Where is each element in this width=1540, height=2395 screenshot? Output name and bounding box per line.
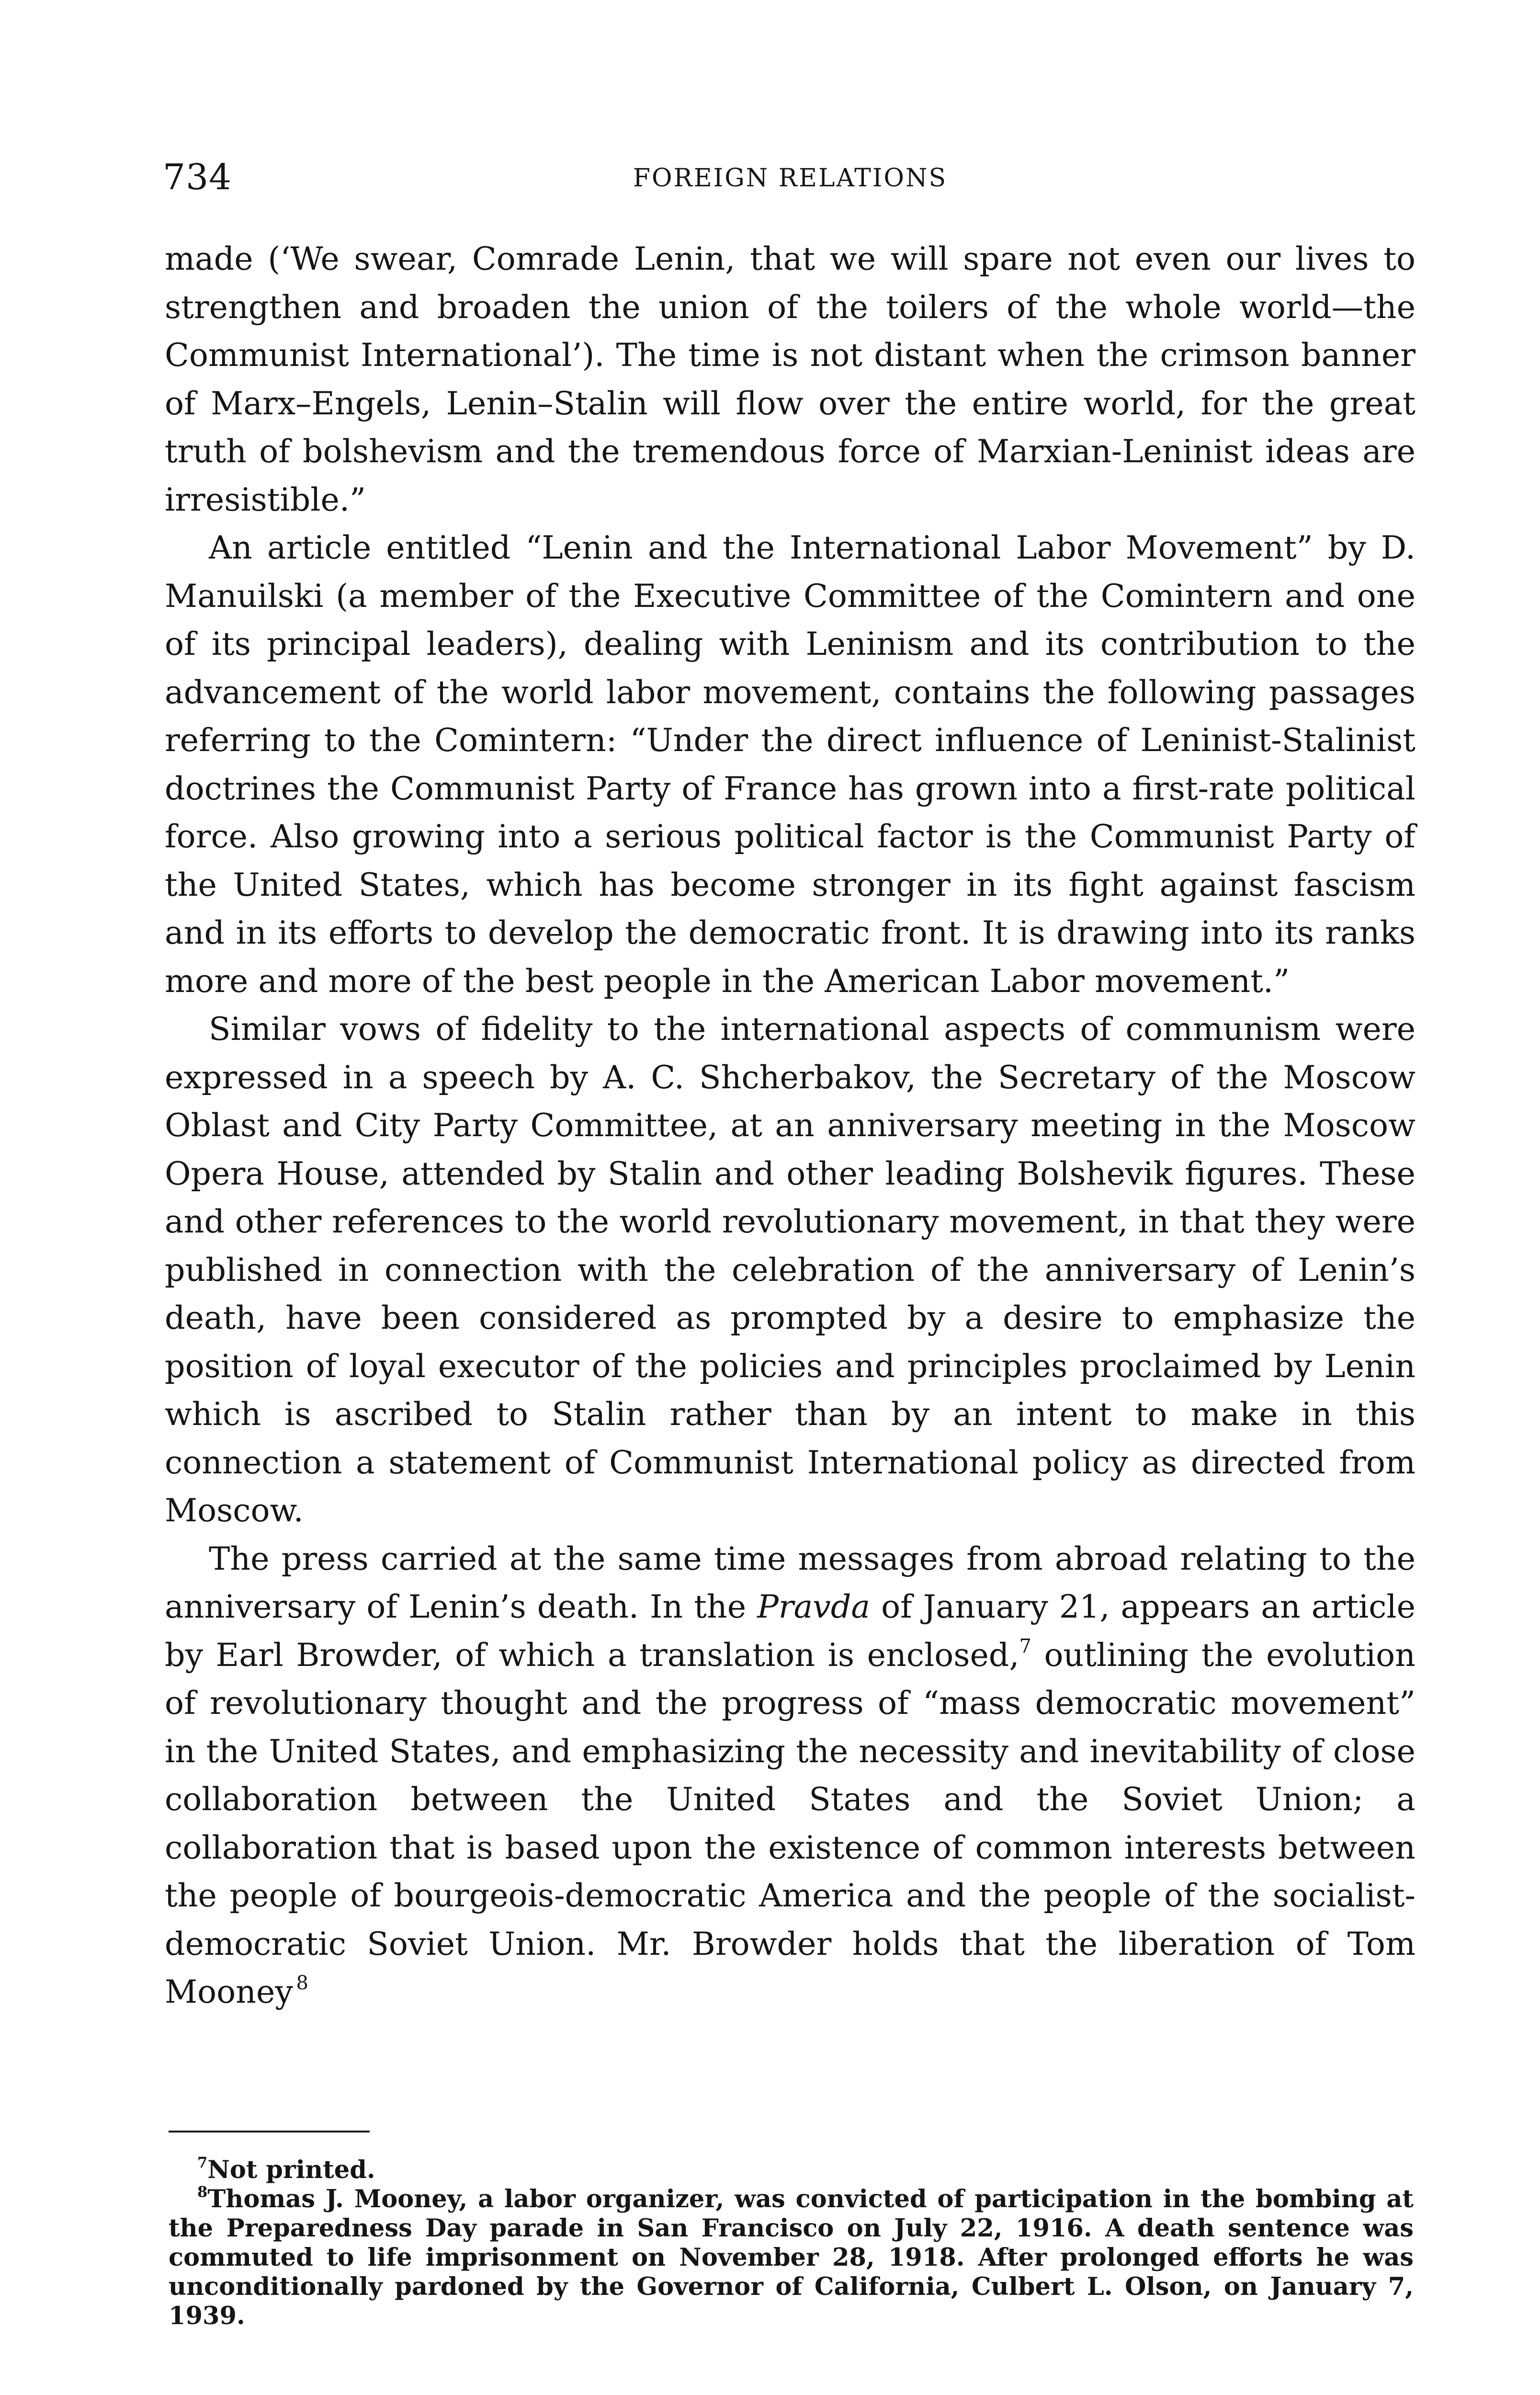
footnote-ref-7: 7 bbox=[1019, 1635, 1031, 1657]
paragraph-text: Similar vows of fidelity to the international aspects of communism were expressed in a speech by A. C. Shcherbakov, the Secretary of the Moscow Oblast and City Party Committee, at an anniversary meeting in the Moscow Opera House, attended by Stalin and other leading Bolshevik figures. These and other references to the world revolutionary movement, in that they were published in connection with the celebration of the anniversary of Lenin’s death, have been considered as prompted by a desire to emphasize the position of loyal executor of the policies and principles proclaimed by Lenin which is ascribed to Stalin rather than by an intent to make in this connection a statement of Communist International policy as directed from Moscow. bbox=[165, 1010, 1415, 1529]
paragraph-text: outlining the evolution of revolutionary thought and the progress of “mass democratic movement” in the United States, and emphasizing the necessity and inevitability of close collaboration between the United States and the Soviet Union; a collaboration that is based upon the existence of common interests between the people of bourgeois-democratic America and the people of the socialist-democratic Soviet Union. Mr. Browder holds that the liberation of Tom Mooney bbox=[165, 1636, 1415, 2010]
footnote-text: Not printed. bbox=[207, 2156, 375, 2184]
newspaper-title: Pravda bbox=[757, 1588, 871, 1625]
footnote-marker: 8 bbox=[197, 2183, 208, 2201]
footnote-8 bbox=[169, 2185, 1414, 2331]
paragraph-shcherbakov-speech bbox=[165, 1005, 1415, 1535]
footnote-text: Thomas J. Mooney, a labor organizer, was convicted of participation in the bombing at the Preparedness Day parade in San Francisco on July 22, 1916. A death sentence was commuted to life imprisonment on November 28, 1918. After prolonged efforts he was unconditionally pardoned by the Governor of California, Culbert L. Olson, on January 7, 1939. bbox=[169, 2185, 1414, 2330]
paragraph-text: The press carried at the same time messages from abroad relating to the anniversary of Lenin’s death. In the bbox=[165, 1540, 1415, 1625]
page-number: 734 bbox=[163, 157, 232, 198]
footnote-marker: 7 bbox=[197, 2154, 208, 2172]
running-head bbox=[163, 153, 1417, 206]
paragraph-text: An article entitled “Lenin and the International Labor Movement” by D. Manuilski (a member of the Executive Committee of the Comintern and one of its principal leaders), dealing with Leninism and its contribution to the advancement of the world labor movement, contains the following passages referring to the Comintern: “Under the direct influence of Leninist-Stalinist doctrines the Communist Party of France has grown into a first-rate political force. Also growing into a serious political factor is the Communist Party of the United States, which has become stronger in its fight against fascism and in its efforts to develop the democratic front. It is drawing into its ranks more and more of the best people in the American Labor movement.” bbox=[165, 529, 1415, 1000]
paragraph-continued bbox=[165, 235, 1415, 524]
footnote-divider bbox=[169, 2131, 370, 2133]
paragraph-press-messages bbox=[165, 1535, 1415, 2016]
running-title: FOREIGN RELATIONS bbox=[633, 164, 948, 193]
paragraph-text: of January 21, appears an article by Earl Browder, of which a translation is enclosed, bbox=[165, 1588, 1415, 1674]
footnotes bbox=[169, 2156, 1414, 2331]
body-text bbox=[165, 235, 1415, 2016]
footnote-ref-8: 8 bbox=[296, 1972, 308, 1995]
footnote-7 bbox=[169, 2156, 1414, 2185]
paragraph-manuilski-article bbox=[165, 524, 1415, 1005]
paragraph-text: made (‘We swear, Comrade Lenin, that we will spare not even our lives to strengthen and broaden the union of the toilers of the whole world—the Communist International’). The time is not distant when the crimson banner of Marx–Engels, Lenin–Stalin will flow over the entire world, for the great truth of bolshevism and the tremendous force of Marxian-Leninist ideas are irresistible.” bbox=[165, 240, 1415, 518]
